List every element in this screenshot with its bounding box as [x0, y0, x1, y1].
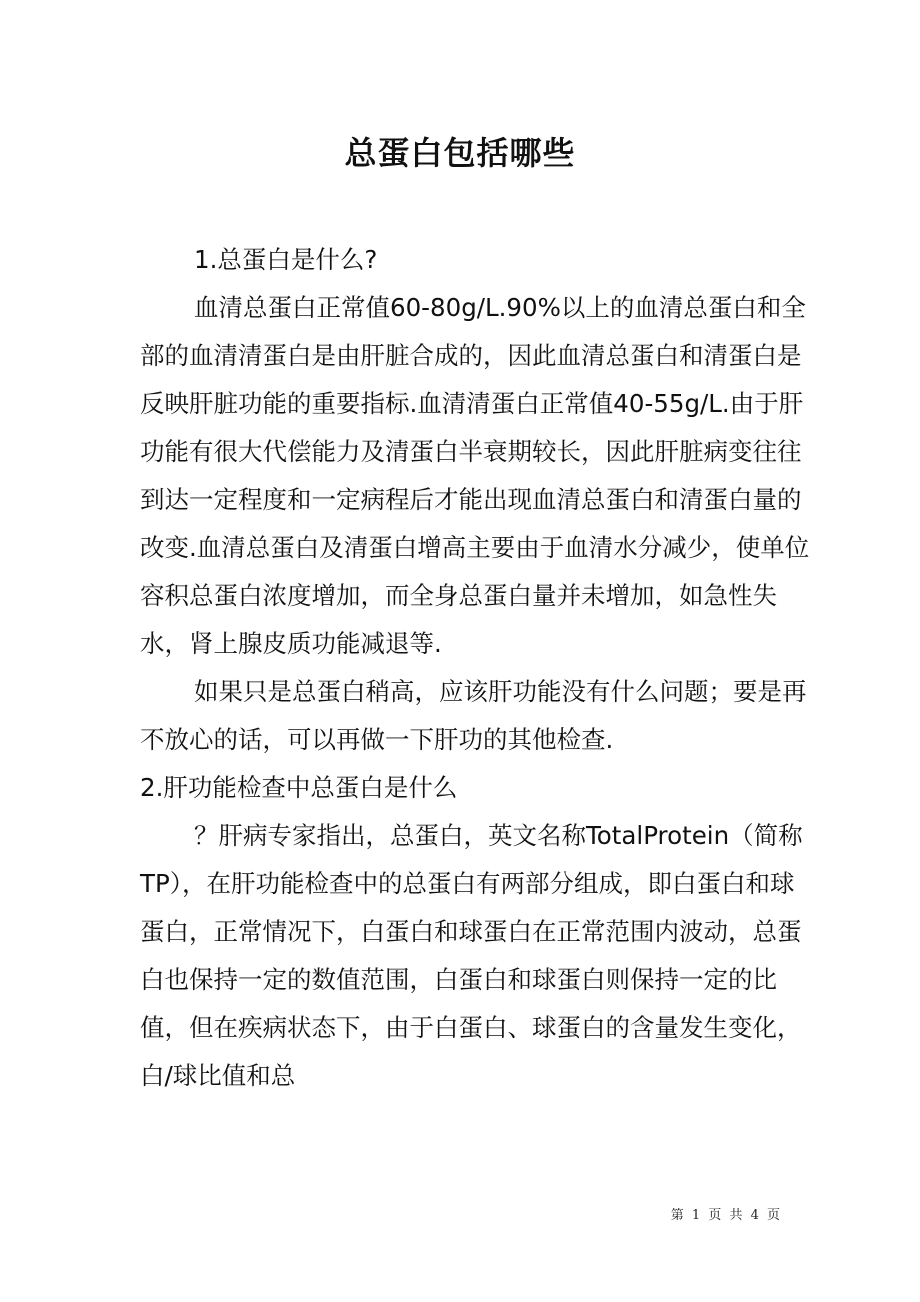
- paragraph-serum-protein: 血清总蛋白正常值60-80g/L.90%以上的血清总蛋白和全部的血清清蛋白是由肝脏合成的，因此血清总蛋白和清蛋白是反映肝脏功能的重要指标.血清清蛋白正常值40-55g/L.由于肝功能有很大代偿能力及清蛋白半衰期较长，因此肝脏病变往往到达一定程度和一定病程后才能出现血清总蛋白和清蛋白量的改变.血清总蛋白及清蛋白增高主要由于血清水分减少，使单位容积总蛋白浓度增加，而全身总蛋白量并未增加，如急性失水，肾上腺皮质功能减退等.: [140, 293, 810, 658]
- paragraph-advice: 如果只是总蛋白稍高，应该肝功能没有什么问题；要是再不放心的话，可以再做一下肝功的其他检查.: [140, 677, 807, 754]
- section-heading-1: 1.总蛋白是什么?: [194, 245, 378, 274]
- page-number: 第 1 页 共 4 页: [670, 1208, 782, 1223]
- document-body: [140, 236, 810, 1100]
- section-heading-2: 2.肝功能检查中总蛋白是什么: [140, 773, 458, 802]
- document-title: 总蛋白包括哪些: [344, 134, 576, 172]
- paragraph-expert: ？肝病专家指出，总蛋白，英文名称TotalProtein（简称TP），在肝功能检查中的总蛋白有两部分组成，即白蛋白和球蛋白，正常情况下，白蛋白和球蛋白在正常范围内波动，总蛋白也保持一定的数值范围，白蛋白和球蛋白则保持一定的比值，但在疾病状态下，由于白蛋白、球蛋白的含量发生变化，白/球比值和总: [140, 821, 803, 1090]
